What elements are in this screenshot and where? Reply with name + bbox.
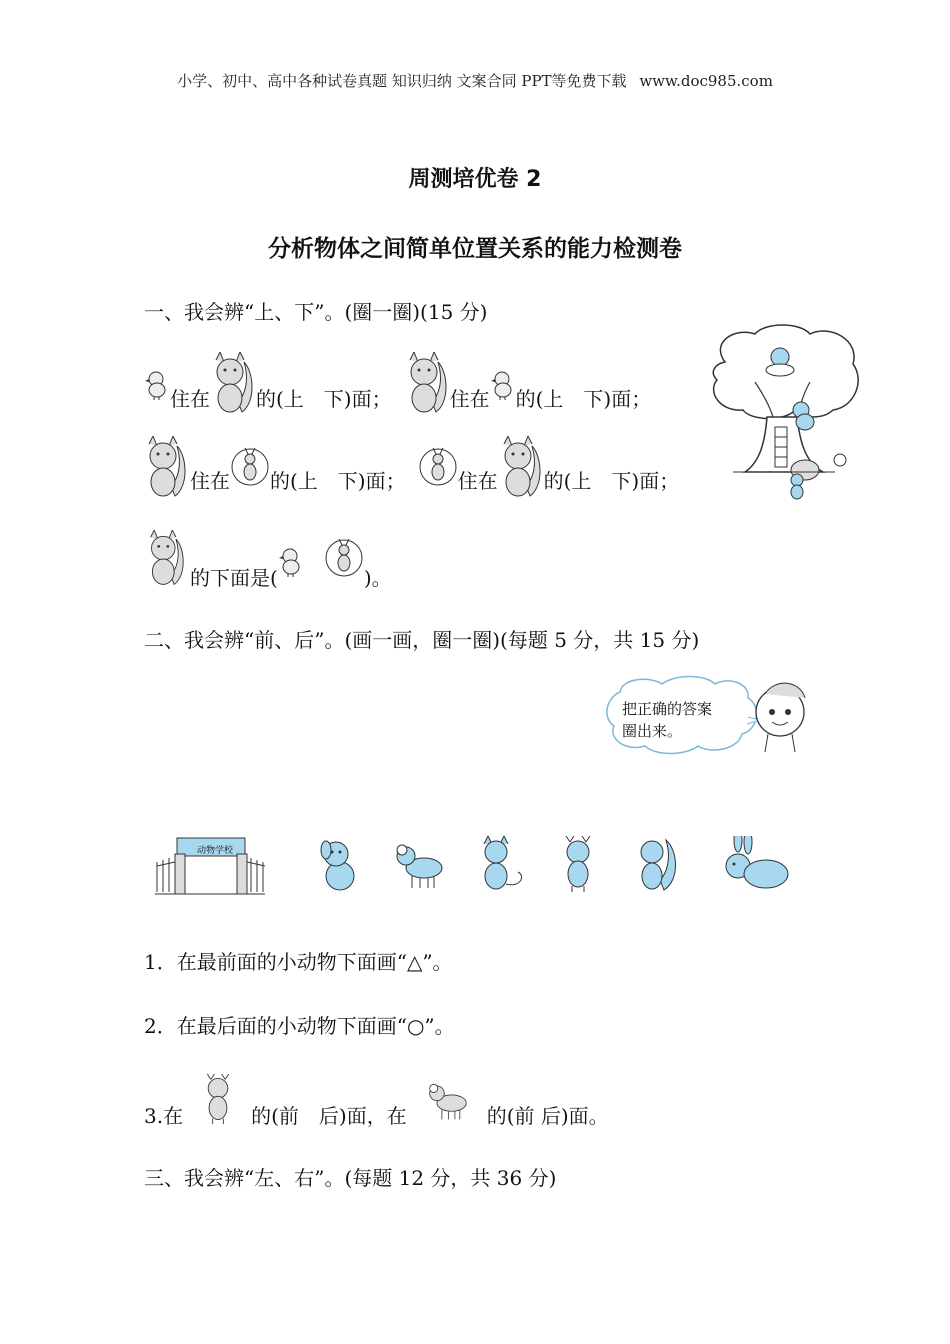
bird-icon (278, 544, 304, 578)
sheep-icon (397, 845, 442, 888)
options-4[interactable]: 的(上 下)面； (543, 468, 680, 493)
bird-icon (490, 367, 516, 401)
page-title: 周测培优卷 2 (408, 167, 542, 192)
section3-heading: 三、我会辨“左、右”。(每题 12 分，共 36 分) (144, 1166, 557, 1190)
bubble-line2: 圈出来。 (622, 722, 683, 740)
school-sign: 动物学校 (196, 846, 233, 856)
squirrel-icon (142, 436, 190, 500)
section1-heading: 一、我会辨“上、下”。(圈一圈)(15 分) (144, 300, 488, 324)
dog-icon (321, 841, 354, 890)
s1-last-suffix: )。 (363, 566, 392, 590)
header-url[interactable]: www.doc985.com (639, 72, 773, 90)
section2-q3 (144, 1068, 609, 1129)
zhuzai-1: 住在 (170, 386, 210, 411)
squirrel-blue-icon (641, 840, 676, 890)
q3-part-b[interactable]: 的(前 后)面，在 (251, 1104, 407, 1128)
squirrel-icon (210, 352, 256, 416)
section2-q2: 2．在最后面的小动物下面画“○”。 (144, 1014, 455, 1038)
s1-last-prefix: 的下面是( (190, 566, 278, 590)
s1-row1 (144, 352, 651, 416)
ant-icon (324, 536, 364, 582)
deer-icon (566, 836, 590, 892)
page-header (0, 70, 950, 91)
zhuzai-2: 住在 (449, 386, 490, 411)
section2-q1: 1．在最前面的小动物下面画“△”。 (144, 950, 453, 974)
bird-icon (144, 367, 170, 401)
page-subtitle: 分析物体之间简单位置关系的能力检测卷 (268, 236, 682, 262)
section2-heading: 二、我会辨“前、后”。(画一画，圈一圈)(每题 5 分，共 15 分) (144, 628, 700, 652)
squirrel-icon (142, 530, 190, 588)
deer-icon (195, 1074, 241, 1124)
q3-part-a: 3.在 (144, 1104, 184, 1128)
options-2[interactable]: 的(上 下)面； (515, 386, 652, 411)
tree-illustration (705, 322, 865, 507)
options-3[interactable]: 的(上 下)面； (270, 468, 406, 493)
s1-row2 (142, 436, 679, 500)
bubble-line1: 把正确的答案 (622, 700, 713, 718)
ant-icon (230, 445, 270, 491)
rabbit-icon (726, 836, 788, 888)
zhuzai-3: 住在 (190, 468, 230, 493)
header-text: 小学、初中、高中各种试卷真题 知识归纳 文案合同 PPT等免费下载 (177, 72, 627, 90)
squirrel-icon (498, 436, 544, 500)
bubble-text (622, 698, 712, 742)
zhuzai-4: 住在 (457, 468, 498, 493)
squirrel-icon (404, 352, 450, 416)
cat-icon (484, 836, 522, 889)
q3-part-c[interactable]: 的(前 后)面。 (486, 1104, 609, 1128)
ant-icon (418, 445, 458, 491)
options-1[interactable]: 的(上 下)面； (256, 386, 392, 411)
s1-row3 (142, 526, 392, 591)
sheep-icon (421, 1077, 479, 1121)
animals-row (318, 836, 798, 896)
